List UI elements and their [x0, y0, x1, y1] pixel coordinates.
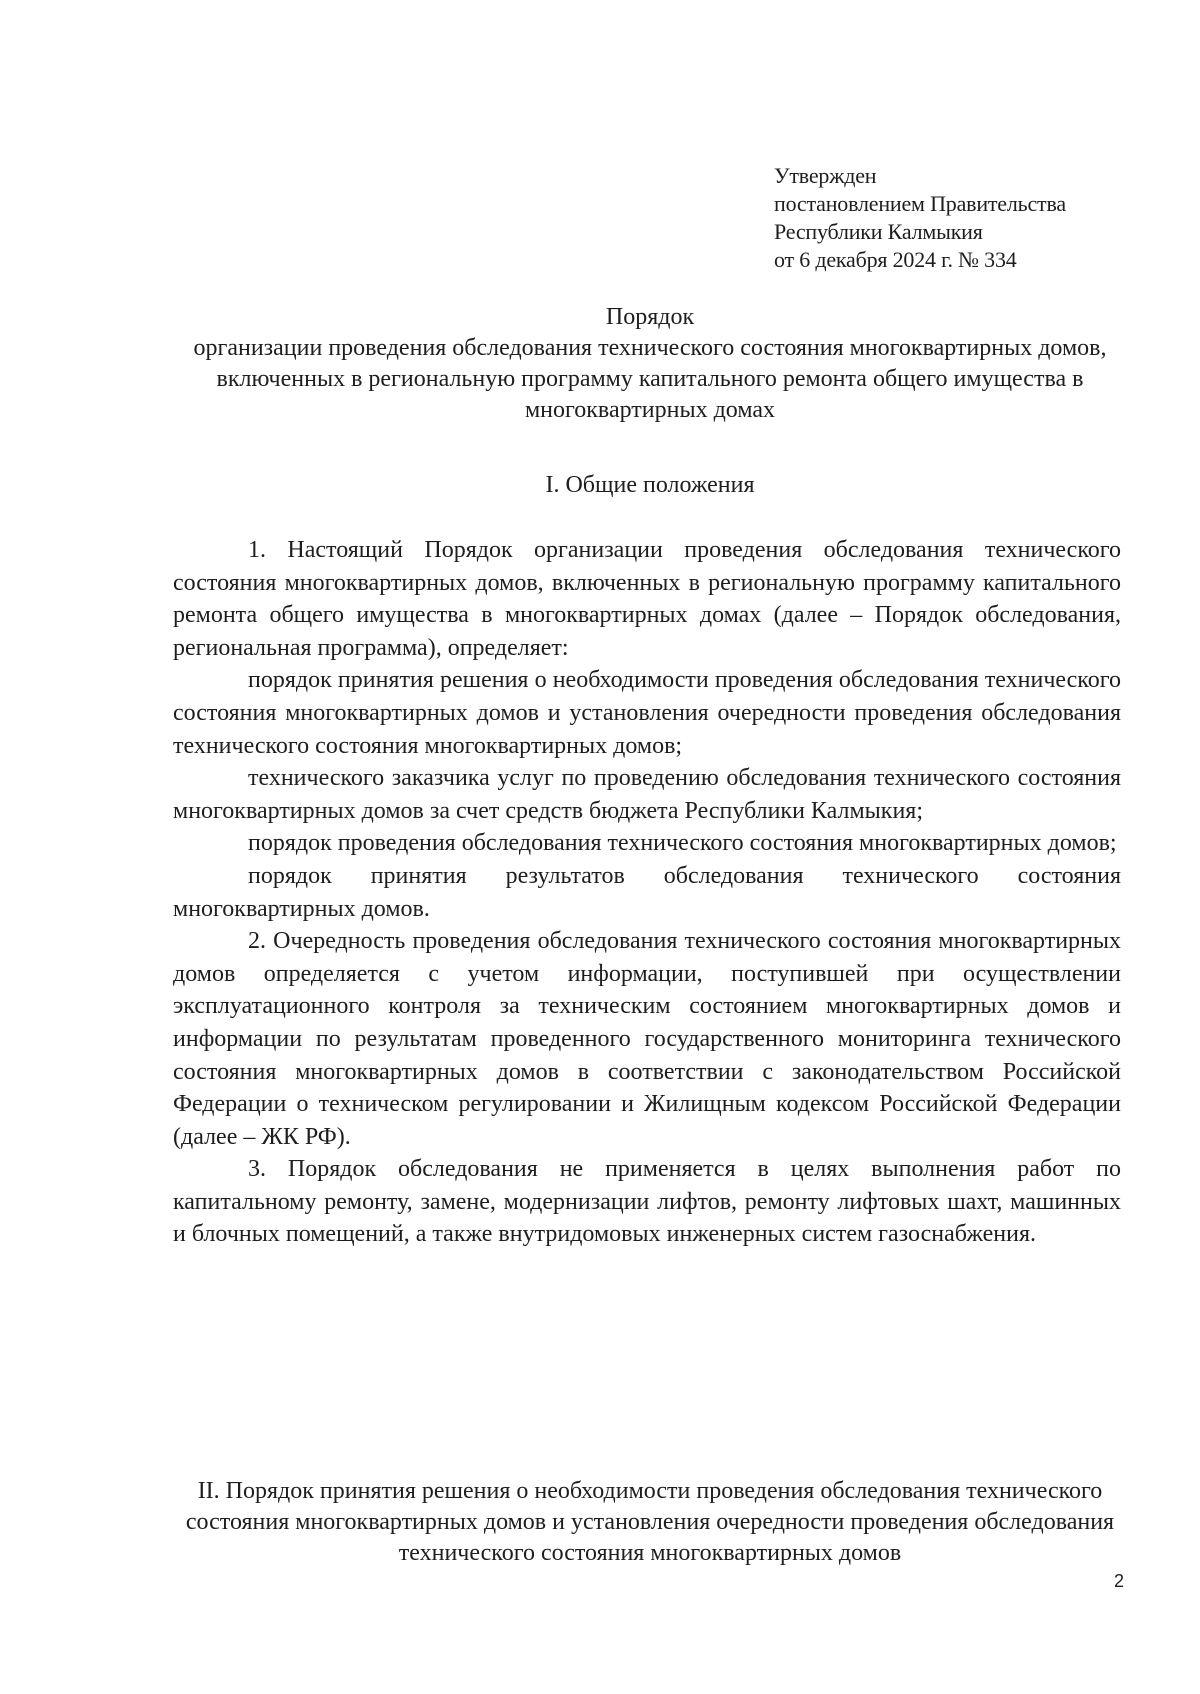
approval-stamp: [774, 162, 1066, 274]
title-main: Порядок: [605, 304, 695, 330]
paragraph: порядок проведения обследования технического состояния многоквартирных домов;: [248, 830, 1117, 857]
section-heading-general: I. Общие положения: [545, 472, 755, 498]
section-heading-decision: II. Порядок принятия решения о необходимости проведения обследования технического состояния многоквартирных домов и установления очередности проведения обследования технического состояния многоквартирных домов: [185, 1478, 1115, 1566]
title-subtitle: организации проведения обследования технического состояния многоквартирных домов, включенных в региональную программу капитального ремонта общего имущества в многоквартирных домах: [193, 335, 1107, 423]
document-title: [170, 302, 1130, 426]
paragraph: порядок принятия решения о необходимости проведения обследования технического состояния многоквартирных домов и установления очередности проведения обследования технического состояния многоквартирных домов;: [173, 667, 1121, 759]
page-number: 2: [1114, 1571, 1125, 1591]
paragraph: порядок принятия результатов обследования технического состояния многоквартирных домов.: [173, 862, 1121, 922]
section-body: [173, 534, 1121, 1251]
paragraph: 3. Порядок обследования не применяется в целях выполнения работ по капитальному ремонту, замене, модернизации лифтов, ремонту лифтовых шахт, машинных и блочных помещений, а также внутридомовых инженерных систем газоснабжения.: [173, 1156, 1121, 1248]
approval-line: Утвержден: [774, 163, 877, 188]
paragraph: технического заказчика услуг по проведению обследования технического состояния многоквартирных домов за счет средств бюджета Республики Калмыкия;: [173, 765, 1121, 824]
approval-line: Республики Калмыкия: [774, 219, 983, 244]
approval-line: постановлением Правительства: [774, 191, 1066, 216]
paragraph: 2. Очередность проведения обследования технического состояния многоквартирных домов определяется с учетом информации, поступившей при осуществлении эксплуатационного контроля за техническим состоянием многоквартирных домов и информации по результатам проведенного государственного мониторинга технического состояния многоквартирных домов в соответствии с законодательством Российской Федерации о техническом регулировании и Жилищным кодексом Российской Федерации (далее – ЖК РФ).: [173, 928, 1121, 1150]
paragraph: 1. Настоящий Порядок организации проведения обследования технического состояния многоквартирных домов, включенных в региональную программу капитального ремонта общего имущества в многоквартирных домах (далее – Порядок обследования, региональная программа), определяет:: [173, 537, 1121, 661]
approval-line: от 6 декабря 2024 г. № 334: [774, 247, 1017, 272]
